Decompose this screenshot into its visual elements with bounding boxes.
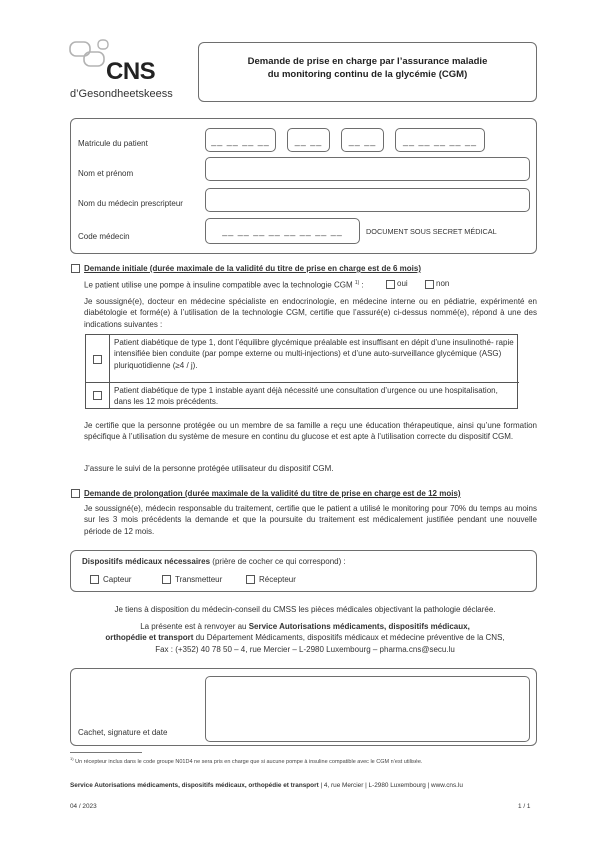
indication-1-checkbox[interactable] [93,355,102,364]
demande-prolongation-checkbox[interactable] [71,489,80,498]
prolongation-text: Je soussigné(e), médecin responsable du traitement, certifie que le patient a utilisé le monitoring pour 70% du temps au moins sur les 3 mois précédents la demande et que la poursuite du traitement est médicalement justifiée pendant une nouvelle période de 12 mois. [84,504,537,536]
recepteur-checkbox[interactable] [246,575,255,584]
info-block [60,604,550,655]
pump-oui-checkbox[interactable] [386,280,395,289]
code-medecin-label: Code médecin [78,232,130,241]
matricule-field-4[interactable]: __ __ __ __ __ [395,128,485,152]
pump-question [84,278,364,291]
info-line-3-bold: orthopédie et transport [105,633,194,642]
matricule-field-1[interactable]: __ __ __ __ [205,128,276,152]
indication-2-checkbox[interactable] [93,391,102,400]
medecin-field[interactable] [205,188,530,212]
dispositifs-hint: (prière de cocher ce qui correspond) : [212,557,346,566]
page-number: 1 / 1 [518,803,531,810]
demande-initiale-heading: Demande initiale (durée maximale de la validité du titre de prise en charge est de 6 mois) [84,264,422,273]
signature-label: Cachet, signature et date [78,728,168,737]
footnote-divider [70,752,142,753]
info-line-4: Fax : (+352) 40 78 50 – 4, rue Mercier – L-2980 Luxembourg – pharma.cns@secu.lu [155,644,455,654]
dispositifs-title-line [82,556,346,567]
capteur-label: Capteur [103,575,132,584]
info-line-2-service: Service Autorisations médicaments, dispositifs médicaux, [248,621,470,631]
info-line-2-pre: La présente est à renvoyer au [140,621,249,631]
matricule-field-2[interactable]: __ __ [287,128,330,152]
initiale-certify: Je certifie que la personne protégée ou un membre de sa famille a reçu une éducation thérapeutique, ainsi qu’une formation spécifique à l’utilisation du système de mesure en continu du glucose et est apte à l’utilisation correcte du dispositif CGM. [84,421,537,442]
recepteur-label: Récepteur [259,575,296,584]
transmetteur-checkbox[interactable] [162,575,171,584]
pump-question-text: Le patient utilise une pompe à insuline compatible avec la technologie CGM [84,280,353,290]
info-line-3-rest: du Département Médicaments, dispositifs médicaux et médecine préventive de la CNS, [193,633,505,642]
pump-non-label: non [436,279,450,288]
footer-address [70,782,463,789]
initiale-intro: Je soussigné(e), docteur en médecine spécialiste en endocrinologie, en médecine interne ou en pédiatrie, expérimenté en diabétologie et formé(e) à l’utilisation de la technologie CGM, certifie que l’assuré(e) ci-dessus nommé(e), répond à une des indications suivantes : [84,297,537,329]
indications-table [85,334,518,409]
pump-footnote-mark: 1) [354,280,360,286]
title-line-1: Demande de prise en charge par l’assurance maladie [247,56,488,67]
footnote-text: Un récepteur inclus dans le code groupe N01D4 ne sera pris en charge que si aucune pompe à insuline compatible avec le CGM n’est utilisée. [75,758,423,765]
footer-service: Service Autorisations médicaments, dispositifs médicaux, orthopédie et transport [70,782,319,789]
pump-question-colon: : [361,280,364,290]
title-line-2: du monitoring continu de la glycémie (CGM) [267,69,468,80]
pump-non-checkbox[interactable] [425,280,434,289]
footnote-mark: 1) [70,756,74,761]
medecin-label: Nom du médecin prescripteur [78,199,183,208]
signature-field[interactable] [205,676,530,742]
pump-oui-label: oui [397,279,408,288]
info-line-3 [60,632,550,644]
logo-name: CNS [106,58,156,85]
title-box [198,42,537,102]
indication-2-text: Patient diabétique de type 1 instable ayant déjà nécessité une consultation d’urgence ou une hospitalisation, dans les 12 mois précédents. [114,386,498,407]
matricule-label: Matricule du patient [78,139,148,148]
indication-1-text: Patient diabétique de type 1, dont l’équilibre glycémique préalable est insuffisant en dépit d’une insulinothé- rapie intensifiée bien conduite (par pompe externe ou multi-injections) et d’une auto-surveillance glycémique (ASG) pluriquotidienne (≥4 / j). [110,335,519,383]
secret-notice: DOCUMENT SOUS SECRET MÉDICAL [366,227,497,236]
info-line-1: Je tiens à disposition du médecin-conseil du CMSS les pièces médicales objectivant la pathologie déclarée. [114,605,496,614]
cns-logo [62,38,182,104]
nom-field[interactable] [205,157,530,181]
transmetteur-label: Transmetteur [175,575,223,584]
initiale-suivi: J’assure le suivi de la personne protégée utilisateur du dispositif CGM. [84,464,334,473]
capteur-checkbox[interactable] [90,575,99,584]
info-line-2 [60,621,550,633]
code-medecin-field[interactable]: __ __ __ __ __ __ __ __ [205,218,360,244]
footer-date: 04 / 2023 [70,803,97,810]
nom-label: Nom et prénom [78,169,134,178]
matricule-field-3[interactable]: __ __ [341,128,384,152]
demande-initiale-checkbox[interactable] [71,264,80,273]
footer-address-text: | 4, rue Mercier | L-2980 Luxembourg | www.cns.lu [318,782,463,789]
footnote [70,756,422,765]
dispositifs-title: Dispositifs médicaux nécessaires [82,557,211,566]
logo-subtitle: d’Gesondheetskeess [70,88,173,100]
demande-prolongation-heading: Demande de prolongation (durée maximale de la validité du titre de prise en charge est de 12 mois) [84,489,461,498]
